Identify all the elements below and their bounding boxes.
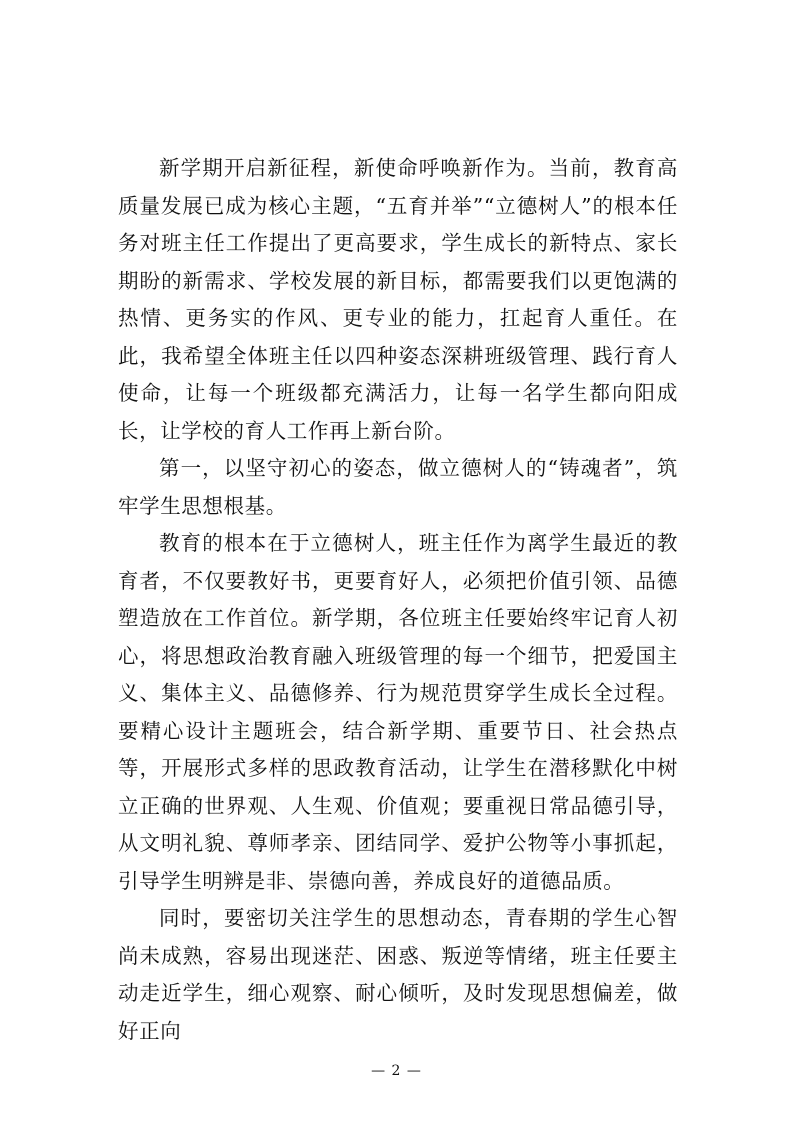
paragraph-student-thoughts: 同时，要密切关注学生的思想动态，青春期的学生心智尚未成熟，容易出现迷茫、困惑、叛逆等情绪，班主任要主动走近学生，细心观察、耐心倾听，及时发现思想偏差，做好正向 bbox=[118, 906, 678, 1043]
page-number: — 2 — bbox=[371, 1063, 422, 1079]
paragraph-point-one-heading: 第一，以坚守初心的姿态，做立德树人的“铸魂者”，筑牢学生思想根基。 bbox=[118, 456, 678, 518]
body-text bbox=[118, 150, 678, 1050]
paragraph-moral-education: 教育的根本在于立德树人，班主任作为离学生最近的教育者，不仅要教好书，更要育好人，必须把价值引领、品德塑造放在工作首位。新学期，各位班主任要始终牢记育人初心，将思想政治教育融入班级管理的每一个细节，把爱国主义、集体主义、品德修养、行为规范贯穿学生成长全过程。要精心设计主题班会，结合新学期、重要节日、社会热点等，开展形式多样的思政教育活动，让学生在潜移默化中树立正确的世界观、人生观、价值观；要重视日常品德引导，从文明礼貌、尊师孝亲、团结同学、爱护公物等小事抓起，引导学生明辨是非、崇德向善，养成良好的道德品质。 bbox=[118, 531, 678, 893]
paragraph-intro: 新学期开启新征程，新使命呼唤新作为。当前，教育高质量发展已成为核心主题，“五育并举”“立德树人”的根本任务对班主任工作提出了更高要求，学生成长的新特点、家长期盼的新需求、学校发展的新目标，都需要我们以更饱满的热情、更务实的作风、更专业的能力，扛起育人重任。在此，我希望全体班主任以四种姿态深耕班级管理、践行育人使命，让每一个班级都充满活力，让每一名学生都向阳成长，让学校的育人工作再上新台阶。 bbox=[118, 156, 678, 443]
